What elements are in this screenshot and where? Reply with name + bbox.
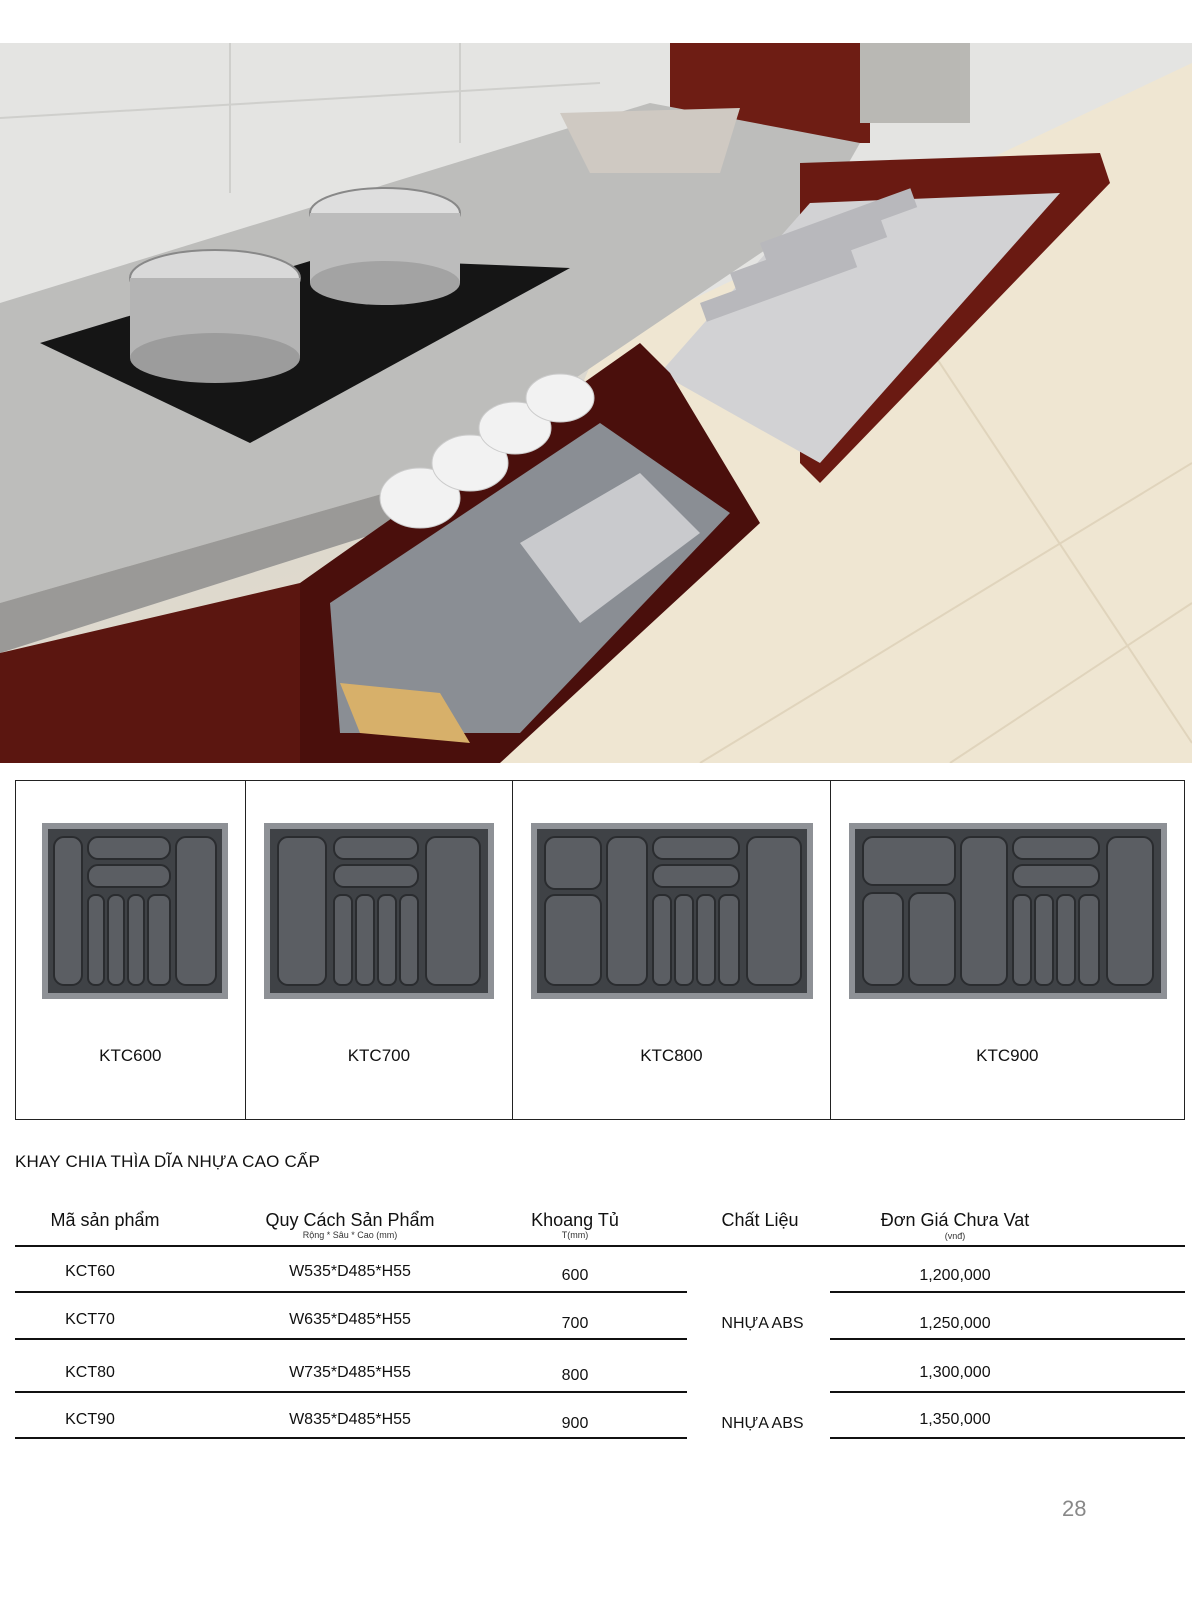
cell-spec: W535*D485*H55: [289, 1263, 411, 1280]
product-label: KTC900: [976, 1046, 1039, 1065]
page-number: 28: [1062, 1496, 1087, 1521]
cutlery-tray-image: [531, 823, 813, 999]
row-rule: [15, 1437, 687, 1439]
cell-price: 1,200,000: [919, 1267, 991, 1284]
cell-price: 1,300,000: [919, 1364, 991, 1381]
product-cell-ktc900: [831, 781, 1184, 1119]
row-rule: [15, 1391, 687, 1393]
cell-spec: W635*D485*H55: [289, 1311, 411, 1328]
row-rule: [830, 1291, 1185, 1293]
cutlery-tray-image: [264, 823, 494, 999]
cell-code: KCT80: [65, 1364, 115, 1381]
cell-spec: W835*D485*H55: [289, 1411, 411, 1428]
product-image-grid: [15, 780, 1185, 1120]
header-rule: [15, 1245, 1185, 1247]
section-title: KHAY CHIA THÌA DĨA NHỰA CAO CẤP: [15, 1152, 321, 1171]
row-rule: [830, 1391, 1185, 1393]
header-spec-sub: Rộng * Sâu * Cao (mm): [302, 1230, 398, 1240]
row-rule: [15, 1291, 687, 1293]
cell-cabinet: 600: [561, 1267, 589, 1284]
product-cell-ktc800: [513, 781, 830, 1119]
cell-code: KCT60: [65, 1263, 115, 1280]
header-cabinet-sub: T(mm): [561, 1230, 589, 1240]
cell-material: NHỰA ABS: [721, 1315, 804, 1332]
row-rule: [15, 1338, 687, 1340]
kitchen-illustration: [0, 43, 1192, 763]
header-price: Đơn Giá Chưa Vat: [880, 1210, 1030, 1230]
cutlery-tray-image: [42, 823, 228, 999]
cell-price: 1,250,000: [919, 1315, 991, 1332]
header-cabinet: Khoang Tủ: [531, 1210, 619, 1230]
kitchen-hero-photo: [0, 43, 1192, 763]
product-label: KTC700: [347, 1046, 411, 1065]
cell-code: KCT90: [65, 1411, 115, 1428]
header-price-sub: (vnđ): [944, 1231, 966, 1241]
cell-cabinet: 900: [561, 1415, 589, 1432]
row-rule: [830, 1437, 1185, 1439]
header-code: Mã sản phẩm: [50, 1210, 160, 1230]
row-rule: [830, 1338, 1185, 1340]
header-material: Chất Liệu: [721, 1210, 799, 1230]
product-label: KTC600: [99, 1046, 162, 1065]
product-cell-ktc700: [246, 781, 514, 1119]
cell-price: 1,350,000: [919, 1411, 991, 1428]
cell-spec: W735*D485*H55: [289, 1364, 411, 1381]
cutlery-tray-image: [849, 823, 1167, 999]
cell-code: KCT70: [65, 1311, 115, 1328]
cell-cabinet: 800: [561, 1367, 589, 1384]
cell-cabinet: 700: [561, 1315, 589, 1332]
header-spec: Quy Cách Sản Phẩm: [265, 1210, 435, 1230]
product-label: KTC800: [640, 1046, 703, 1065]
product-cell-ktc600: [16, 781, 246, 1119]
cell-material: NHỰA ABS: [721, 1415, 804, 1432]
